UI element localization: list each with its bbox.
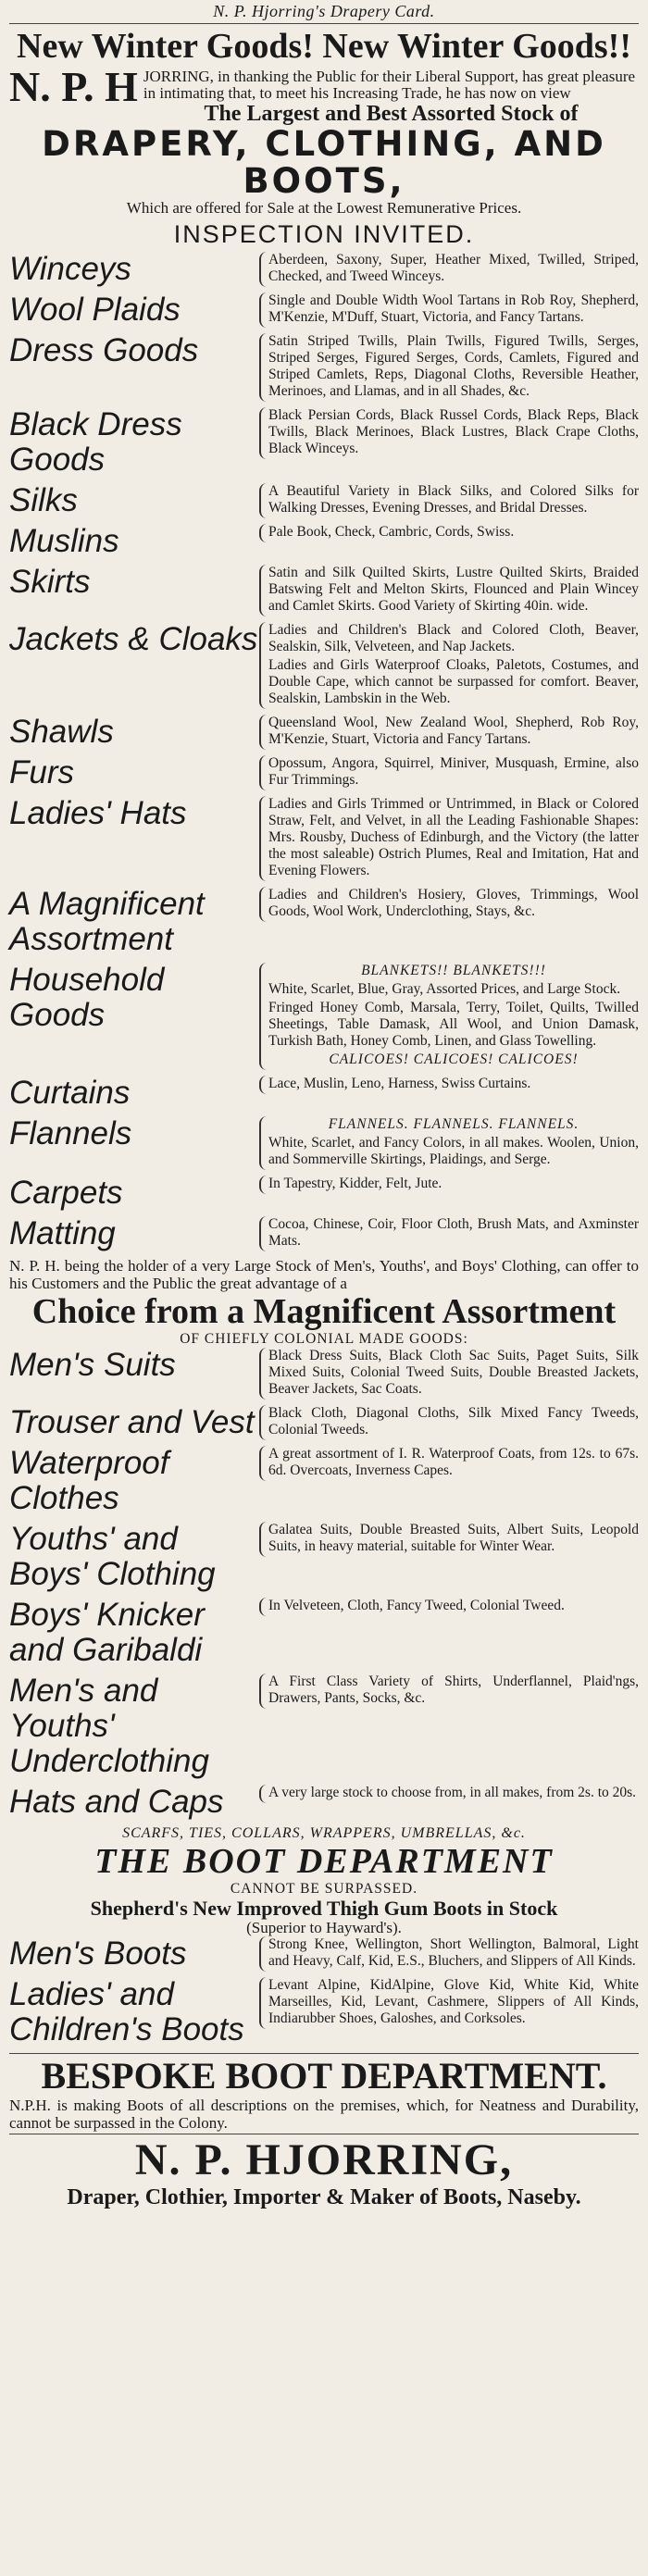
description-paragraph: In Velveteen, Cloth, Fancy Tweed, Colonial Tweed. [268,1598,565,1613]
description-paragraph: In Tapestry, Kidder, Felt, Jute. [268,1176,442,1191]
list-item [9,333,639,402]
description-paragraph: Ladies and Children's Hosiery, Gloves, Trimmings, Wool Goods, Wool Work, Underclothing, Stays, &c. [268,887,639,919]
item-description [259,565,639,616]
item-description [259,524,639,542]
list-item [9,715,639,750]
item-label: A Magnificent Assortment [9,886,205,957]
list-item [9,1116,639,1170]
list-item [9,565,639,616]
list-item [9,1785,639,1820]
item-description [259,755,639,790]
bespoke-text: N.P.H. is making Boots of all descriptions on the premises, which, for Neatness and Durability, cannot be surpassed in the Colony. [9,2097,639,2132]
list-item [9,1522,639,1592]
list-item [9,1348,639,1400]
item-label: Youths' and Boys' Clothing [9,1521,216,1592]
description-paragraph: A First Class Variety of Shirts, Underflannel, Plaid'ngs, Drawers, Pants, Socks, &c. [268,1674,639,1706]
item-description [259,1176,639,1194]
item-description [259,1936,639,1972]
list-item [9,1216,639,1251]
item-label: Jackets & Cloaks [9,621,258,657]
item-description [259,333,639,402]
item-label: Matting [9,1215,116,1251]
description-paragraph: Black Cloth, Diagonal Cloths, Silk Mixed Fancy Tweeds, Colonial Tweeds. [268,1405,639,1437]
drapery-heading: DRAPERY, CLOTHING, AND BOOTS, [42,124,606,201]
item-description [259,1076,639,1094]
item-label: Curtains [9,1075,131,1111]
list-item [9,483,639,518]
description-paragraph: White, Scarlet, Blue, Gray, Assorted Prices, and Large Stock. [268,981,621,997]
description-paragraph: Queensland Wool, New Zealand Wool, Shepherd, Rob Roy, M'Kenzie, Stuart, Victoria and Fancy Tartans. [268,715,639,747]
description-paragraph: Black Dress Suits, Black Cloth Sac Suits, Paget Suits, Silk Mixed Suits, Colonial Tweed Suits, Double Breasted Jackets, Beaver Jackets, Sac Coats. [268,1348,639,1397]
description-paragraph: A great assortment of I. R. Waterproof Coats, from 12s. to 67s. 6d. Overcoats, Inverness Capes. [268,1446,639,1478]
superior-line: (Superior to Hayward's). [246,1919,402,1936]
list-item [9,796,639,881]
list-item [9,887,639,957]
item-label: Skirts [9,564,91,600]
item-description [259,1216,639,1251]
clothing-list [9,1348,639,1820]
item-label: Men's and Youths' Underclothing [9,1673,209,1779]
description-paragraph: Cocoa, Chinese, Coir, Floor Cloth, Brush Mats, and Axminster Mats. [268,1216,639,1249]
description-paragraph: Lace, Muslin, Leno, Harness, Swiss Curtains. [268,1076,531,1091]
boots-list [9,1936,639,2047]
description-paragraph: Satin and Silk Quilted Skirts, Lustre Quilted Skirts, Braided Batswing Felt and Melton Skirts, Flounced and Plain Wincey and Camlet Skirts. Good Variety of Skirting 40in. wide. [268,565,639,614]
description-paragraph: Ladies and Girls Trimmed or Untrimmed, in Black or Colored Straw, Felt, and Velvet, in all the Leading Fashionable Shapes: Mrs. Rousby, Duchess of Edinburgh, and the Victory (the latter the most saleable) Ostrich Plumes, Real and Imitation, Hat and Evening Flowers. [268,796,639,878]
item-label: Muslins [9,523,119,559]
item-label: Trouser and Vest [9,1404,255,1440]
boot-department-heading: THE BOOT DEPARTMENT [94,1842,554,1881]
list-item [9,963,639,1070]
intro-text: JORRING, in thanking the Public for their Liberal Support, has great pleasure in intimating that, to meet his Increasing Trade, he has now on view [143,68,636,102]
description-paragraph: Levant Alpine, KidAlpine, Glove Kid, White Kid, White Marseilles, Kid, Levant, Cashmere, Slippers of All Kinds, Indiarubber Shoes, Galoshes, and Corksoles. [268,1977,639,2026]
list-item [9,622,639,709]
description-paragraph: Pale Book, Check, Cambric, Cords, Swiss. [268,524,515,540]
list-item [9,1176,639,1211]
item-description [259,887,639,922]
description-paragraph: Fringed Honey Comb, Marsala, Terry, Toilet, Quilts, Twilled Sheetings, Table Damask, All Wool, and Union Damask, Turkish Bath, Honey Comb, Linen, and Glass Towelling. [268,1000,639,1049]
cannot-be-surpassed: CANNOT BE SURPASSED. [230,1881,418,1897]
goods-list [9,252,639,1251]
list-item [9,407,639,478]
intro [9,63,639,110]
item-description [259,622,639,709]
description-paragraph: BLANKETS!! BLANKETS!!! [361,963,546,978]
item-description [259,1405,639,1440]
description-paragraph: White, Scarlet, and Fancy Colors, in all makes. Woolen, Union, and Sommerville Skirtings, Plaidings, and Serge. [268,1135,639,1167]
item-label: Black Dress Goods [9,406,182,478]
list-item [9,1977,639,2047]
item-label: Carpets [9,1175,123,1211]
item-description [259,483,639,518]
item-description [259,1598,639,1616]
description-paragraph: Single and Double Width Wool Tartans in Rob Roy, Shepherd, M'Kenzie, M'Duff, Stuart, Victoria, and Fancy Tartans. [268,292,639,325]
list-item [9,524,639,559]
divider [9,2053,639,2054]
choice-heading: Choice from a Magnificent Assortment [31,1292,617,1331]
item-label: Hats and Caps [9,1784,224,1820]
intro-initials: N. P. H [9,63,138,110]
item-label: Furs [9,754,74,790]
description-paragraph: Satin Striped Twills, Plain Twills, Figured Twills, Serges, Striped Serges, Figured Serges, Cords, Camlets, Figured and Striped Camlets, Reps, Diagonal Cloths, Reversible Heather, Merinoes, and Llamas, and in all Shades, &c. [268,333,639,399]
description-paragraph: A very large stock to choose from, in all makes, from 2s. to 20s. [268,1785,637,1800]
item-description [259,1446,639,1481]
item-label: Wool Plaids [9,292,181,328]
description-paragraph: Ladies and Girls Waterproof Cloaks, Paletots, Costumes, and Double Cape, which cannot be surpassed for comfort. Beaver, Sealskin, Lambskin in the Web. [268,657,639,706]
item-label: Household Goods [9,962,165,1033]
scarfs-line: SCARFS, TIES, COLLARS, WRAPPERS, UMBRELLAS, &c. [122,1825,526,1841]
item-description [259,407,639,459]
colonial-line: OF CHIEFLY COLONIAL MADE GOODS: [180,1331,468,1347]
list-item [9,292,639,328]
item-label: Dress Goods [9,332,199,368]
list-item [9,755,639,790]
description-paragraph: CALICOES! CALICOES! CALICOES! [329,1052,579,1067]
list-item [9,1936,639,1972]
list-item [9,1076,639,1111]
item-label: Waterproof Clothes [9,1445,169,1516]
shepherd-boots: Shepherd's New Improved Thigh Gum Boots in Stock [90,1897,558,1920]
item-description [259,1348,639,1400]
merchant-description: Draper, Clothier, Importer & Maker of Boots, Naseby. [67,2185,581,2209]
item-description [259,1522,639,1557]
list-item [9,1674,639,1779]
description-paragraph: Black Persian Cords, Black Russel Cords, Black Reps, Black Twills, Black Merinoes, Black Lustres, Black Crape Cloths, Black Winceys. [268,407,639,456]
item-label: Men's Suits [9,1347,176,1383]
merchant-name: N. P. HJORRING, [134,2135,514,2184]
item-description [259,252,639,287]
item-label: Ladies' Hats [9,795,187,831]
prices-line: Which are offered for Sale at the Lowest Remunerative Prices. [126,199,522,217]
item-label: Flannels [9,1115,132,1151]
item-description [259,1116,639,1170]
item-description [259,963,639,1070]
largest-stock: The Largest and Best Assorted Stock of [204,102,579,126]
item-description [259,1674,639,1709]
description-paragraph: Galatea Suits, Double Breasted Suits, Albert Suits, Leopold Suits, in heavy material, suitable for Winter Wear. [268,1522,639,1554]
item-description [259,1785,639,1803]
item-description [259,796,639,881]
list-item [9,1446,639,1516]
inspection-invited: INSPECTION INVITED. [173,220,475,248]
item-description [259,715,639,750]
item-label: Ladies' and Children's Boots [9,1976,244,2047]
description-paragraph: Strong Knee, Wellington, Short Wellington, Balmoral, Light and Heavy, Calf, Kid, E.S., Bluchers, and Slippers of All Kinds. [268,1936,639,1969]
headline: New Winter Goods! New Winter Goods!! [17,27,631,66]
description-paragraph: A Beautiful Variety in Black Silks, and Colored Silks for Walking Dresses, Evening Dresses, and Bridal Dresses. [268,483,639,516]
item-label: Silks [9,482,78,518]
card-title: N. P. Hjorring's Drapery Card. [213,2,435,20]
description-paragraph: Aberdeen, Saxony, Super, Heather Mixed, Twilled, Striped, Checked, and Tweed Winceys. [268,252,639,284]
item-label: Men's Boots [9,1935,187,1972]
description-paragraph: Opossum, Angora, Squirrel, Miniver, Musquash, Ermine, also Fur Trimmings. [268,755,639,788]
description-paragraph: FLANNELS. FLANNELS. FLANNELS. [328,1116,579,1132]
list-item [9,1405,639,1440]
bespoke-heading: BESPOKE BOOT DEPARTMENT. [41,2055,607,2097]
item-label: Boys' Knicker and Garibaldi [9,1597,205,1668]
item-description [259,292,639,328]
divider [9,23,639,24]
list-item [9,1598,639,1668]
item-label: Winceys [9,251,131,287]
list-item [9,252,639,287]
item-label: Shawls [9,714,114,750]
description-paragraph: Ladies and Children's Black and Colored Cloth, Beaver, Sealskin, Silk, Velveteen, and Nap Jackets. [268,622,639,654]
holder-text: N. P. H. being the holder of a very Large Stock of Men's, Youths', and Boys' Clothing, can offer to his Customers and the Public the great advantage of a [9,1257,639,1292]
item-description [259,1977,639,2029]
